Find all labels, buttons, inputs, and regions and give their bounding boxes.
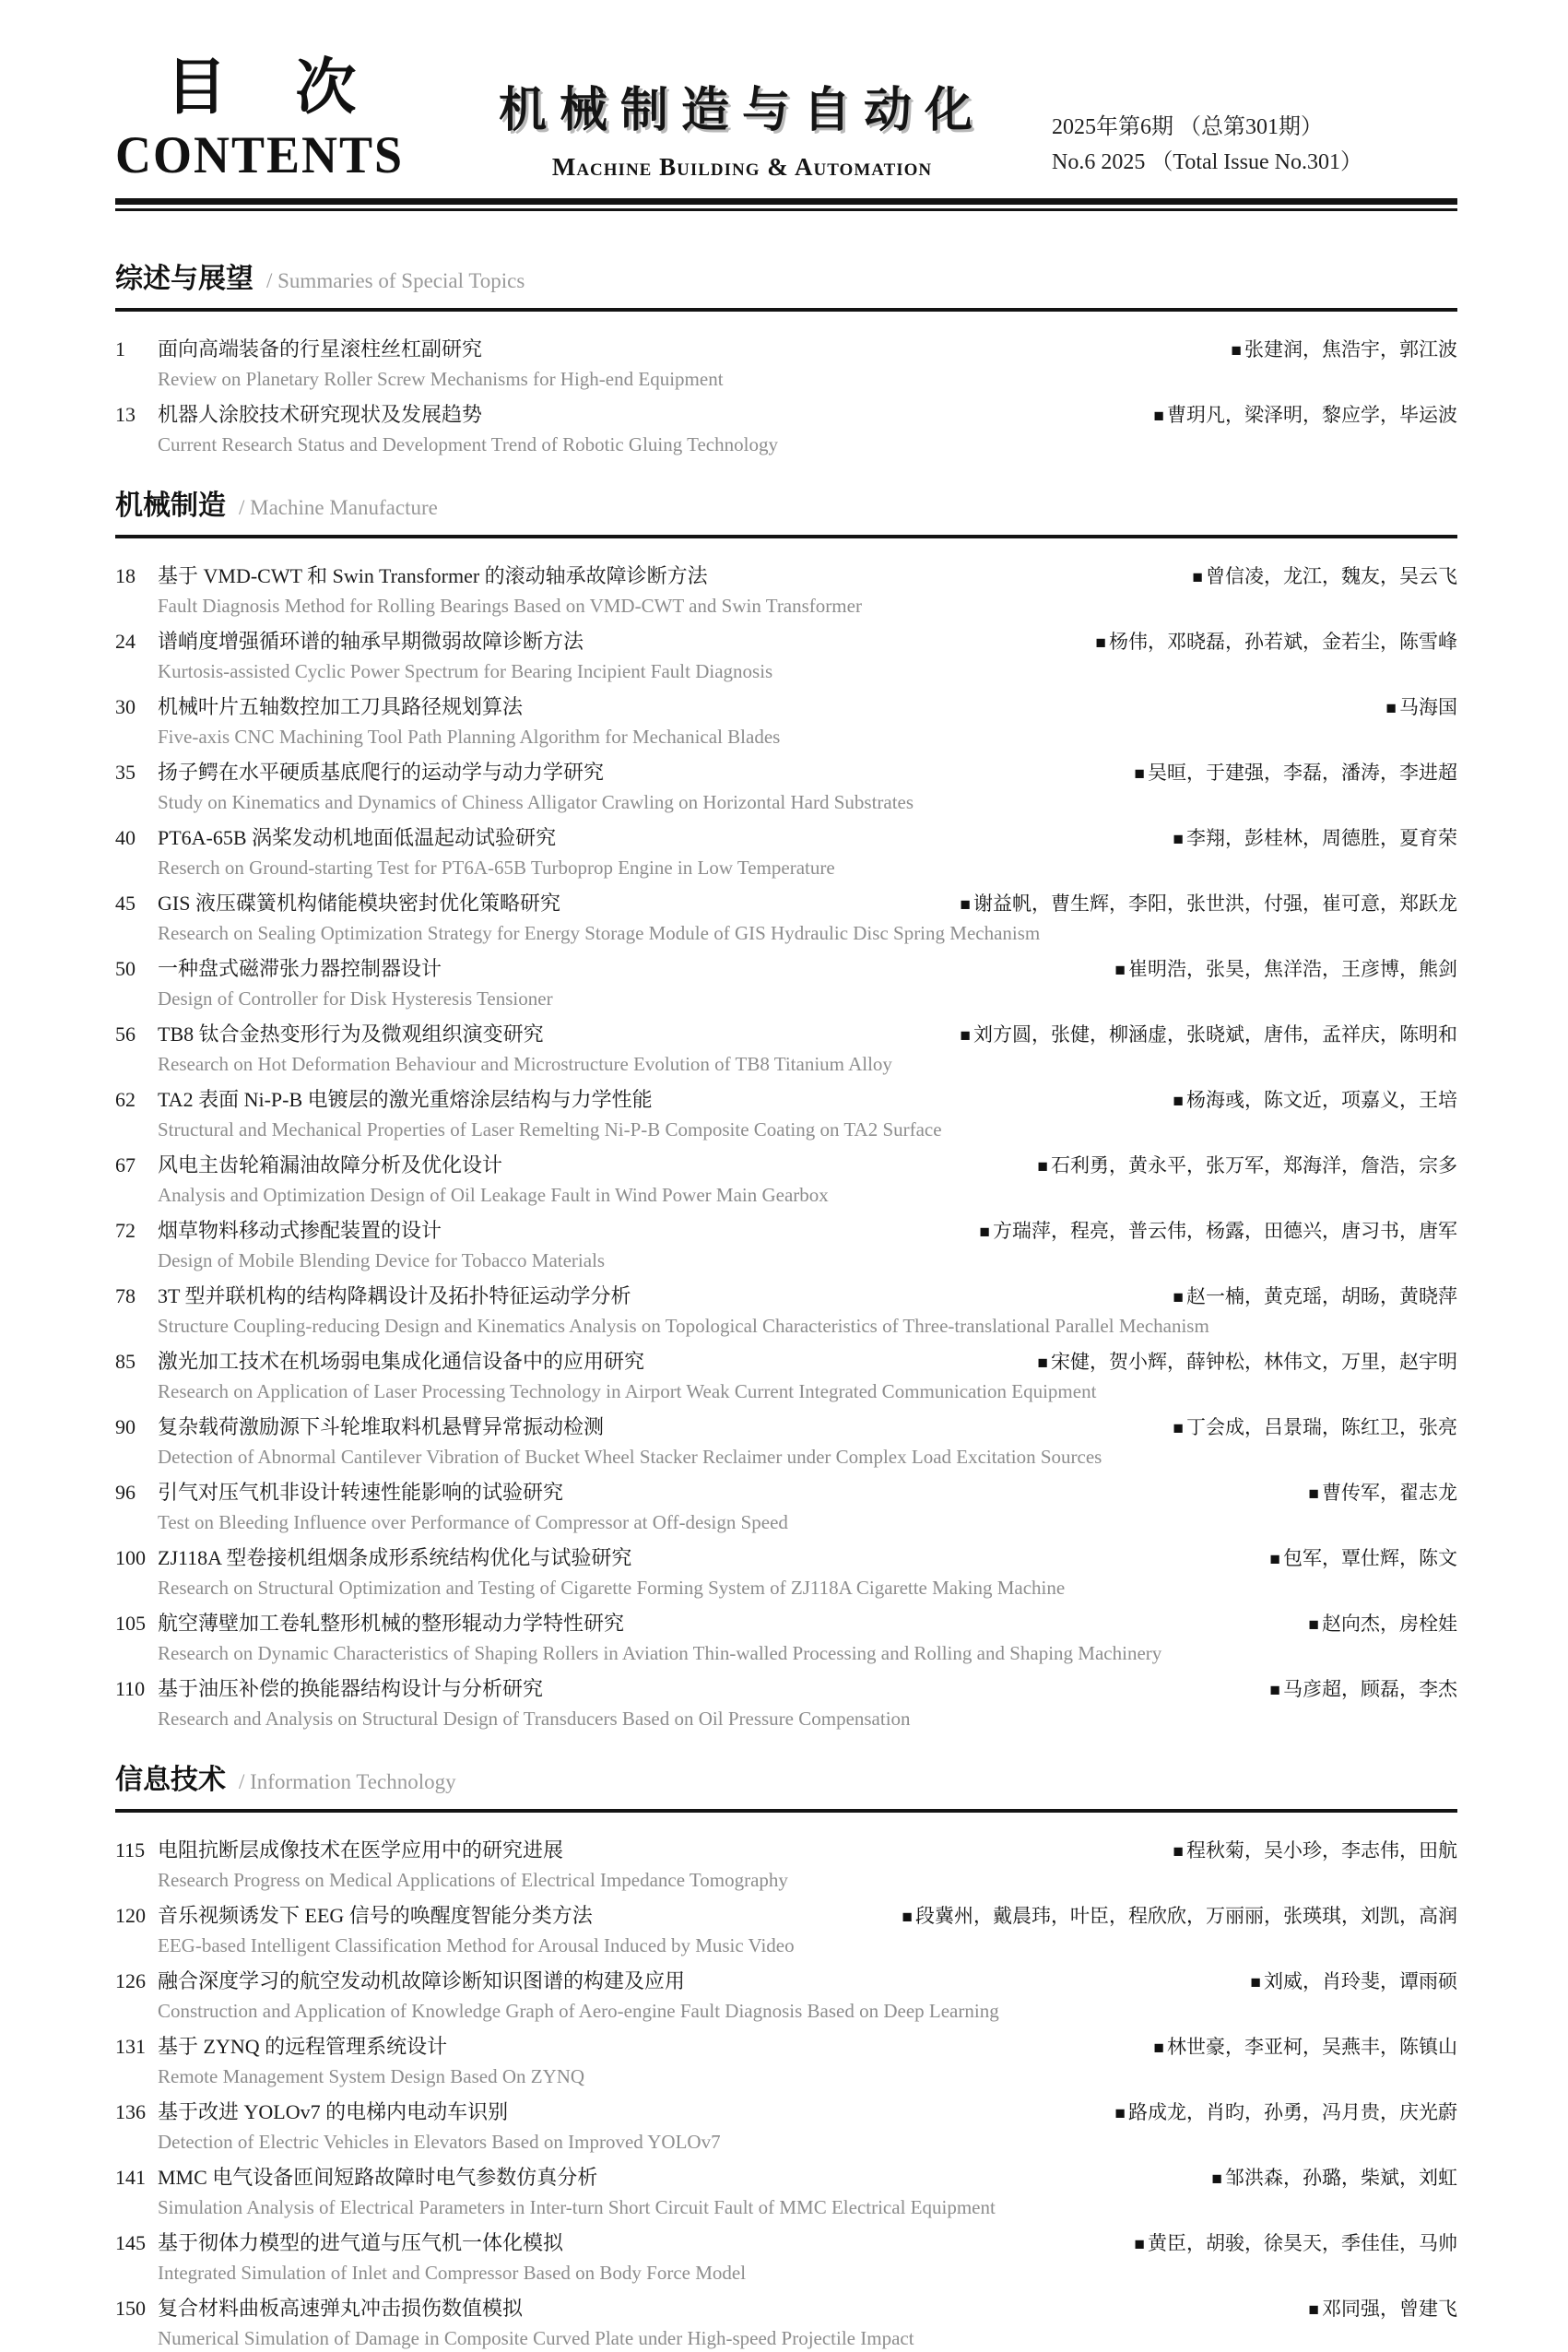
entry-title-english: EEG-based Intelligent Classification Method for Arousal Induced by Music Video	[158, 1933, 795, 1956]
entry-title-chinese: 引气对压气机非设计转速性能影响的试验研究	[158, 1480, 564, 1504]
entry-title-chinese: ZJ118A 型卷接机组烟条成形系统结构优化与试验研究	[158, 1545, 632, 1569]
toc-entry-main-line	[115, 2295, 1457, 2324]
toc-title-chinese: 目 次	[166, 53, 383, 121]
page-header	[115, 53, 1457, 183]
entry-author-names: 程秋菊，吴小珍，李志伟，田航	[1186, 1838, 1457, 1862]
entry-title-english: Analysis and Optimization Design of Oil Leakage Fault in Wind Power Main Gearbox	[158, 1183, 829, 1206]
toc-entry	[115, 890, 1457, 947]
author-bullet-icon: ■	[1134, 2234, 1145, 2254]
entry-title-chinese: 谱峭度增强循环谱的轴承早期微弱故障诊断方法	[158, 629, 584, 653]
entry-author-names: 方瑞萍，程亮，普云伟，杨露，田德兴，唐习书，唐军	[993, 1219, 1457, 1242]
toc-entry	[115, 1544, 1457, 1601]
entry-author-names: 谢益帆，曹生辉，李阳，张世洪，付强，崔可意，郑跃龙	[973, 892, 1457, 915]
toc-entry-main-line	[115, 1282, 1457, 1312]
entry-title-chinese: 音乐视频诱发下 EEG 信号的唤醒度智能分类方法	[158, 1903, 593, 1927]
entry-author-names: 赵向杰，房栓娃	[1322, 1612, 1457, 1635]
toc-body	[115, 263, 1457, 2352]
entry-page-number: 24	[115, 629, 136, 653]
entry-title-chinese: 基于彻体力模型的进气道与压气机一体化模拟	[158, 2230, 564, 2254]
entry-author-names: 曾信凌，龙江，魏友，吴云飞	[1206, 564, 1457, 587]
toc-entry-main-line	[115, 824, 1457, 854]
section-title-chinese: 综述与展望	[115, 263, 253, 294]
entry-page-number: 110	[115, 1676, 146, 1700]
author-bullet-icon: ■	[979, 1222, 990, 1242]
entry-author-names: 刘威，肖玲斐，谭雨硕	[1264, 1969, 1457, 1992]
toc-entry	[115, 1152, 1457, 1209]
section-entries	[115, 562, 1457, 1732]
header-divider-rule	[115, 198, 1457, 211]
toc-entry-main-line	[115, 1902, 1457, 1932]
entry-title-chinese: 复杂载荷激励源下斗轮堆取料机悬臂异常振动检测	[158, 1414, 605, 1438]
toc-title-english: CONTENTS	[115, 125, 405, 184]
entry-title-english: Design of Mobile Blending Device for Tobacco Materials	[158, 1248, 606, 1271]
toc-entry	[115, 1479, 1457, 1536]
entry-author-names: 曹玥凡，梁泽明，黎应学，毕运波	[1167, 403, 1457, 426]
entry-title-chinese: 扬子鳄在水平硬质基底爬行的运动学与动力学研究	[158, 760, 605, 784]
entry-page-number: 56	[115, 1022, 136, 1046]
entry-title-english: Simulation Analysis of Electrical Parameters in Inter-turn Short Circuit Fault of MMC Electrical Equipment	[158, 2195, 996, 2218]
issue-info-english: No.6 2025 （Total Issue No.301）	[1052, 149, 1362, 174]
section-title-chinese: 机械制造	[115, 490, 226, 521]
toc-entry-main-line	[115, 2229, 1457, 2259]
entry-author-names: 包军，覃仕辉，陈文	[1283, 1546, 1457, 1569]
entry-authors	[1132, 2033, 1457, 2062]
entry-page-number: 150	[115, 2296, 146, 2320]
entry-title-english: Test on Bleeding Influence over Performance of Compressor at Off-design Speed	[158, 1510, 788, 1533]
entry-authors	[1113, 2229, 1457, 2259]
section-title-chinese: 信息技术	[115, 1764, 226, 1795]
entry-title-chinese: 一种盘式磁滞张力器控制器设计	[158, 956, 442, 980]
toc-entry-main-line	[115, 401, 1457, 431]
entry-authors	[1287, 1610, 1457, 1639]
author-bullet-icon: ■	[1153, 2038, 1164, 2058]
toc-entry-main-line	[115, 336, 1457, 365]
entry-title-chinese: 基于 ZYNQ 的远程管理系统设计	[158, 2034, 448, 2058]
entry-author-names: 邓同强，曾建飞	[1322, 2297, 1457, 2320]
toc-entry	[115, 2164, 1457, 2221]
toc-entry-main-line	[115, 1837, 1457, 1866]
entry-page-number: 35	[115, 760, 136, 784]
journal-title-block	[484, 82, 1000, 183]
entry-title-english: Current Research Status and Development Trend of Robotic Gluing Technology	[158, 432, 778, 455]
toc-entry-main-line	[115, 1413, 1457, 1443]
entry-title-english: Construction and Application of Knowledge Graph of Aero-engine Fault Diagnosis Based on Deep Learning	[158, 1999, 999, 2022]
entry-authors	[1151, 824, 1457, 854]
toc-entry-main-line	[115, 1968, 1457, 1997]
entry-title-chinese: 面向高端装备的行星滚柱丝杠副研究	[158, 337, 483, 360]
author-bullet-icon: ■	[1037, 1156, 1048, 1176]
section-heading	[115, 263, 1457, 301]
toc-entry-main-line	[115, 628, 1457, 657]
toc-entry	[115, 1413, 1457, 1471]
toc-entry	[115, 1610, 1457, 1667]
section-title-english: / Machine Manufacture	[239, 495, 438, 519]
entry-authors	[1151, 1282, 1457, 1312]
entry-title-chinese: 激光加工技术在机场弱电集成化通信设备中的应用研究	[158, 1349, 645, 1373]
section-title-english: / Summaries of Special Topics	[266, 268, 525, 292]
entry-author-names: 赵一楠，黄克瑶，胡旸，黄晓萍	[1186, 1284, 1457, 1307]
author-bullet-icon: ■	[1308, 1483, 1319, 1504]
author-bullet-icon: ■	[1385, 698, 1397, 718]
entry-page-number: 62	[115, 1087, 136, 1111]
entry-title-chinese: PT6A-65B 涡桨发动机地面低温起动试验研究	[158, 825, 557, 849]
entry-authors	[938, 1021, 1457, 1050]
entry-title-english: Research on Sealing Optimization Strategy for Energy Storage Module of GIS Hydraulic Disc Spring Mechanism	[158, 921, 1041, 944]
entry-authors	[1113, 759, 1457, 788]
toc-entry-main-line	[115, 1152, 1457, 1181]
section-title-english: / Information Technology	[239, 1769, 456, 1793]
entry-title-chinese: 机器人涂胶技术研究现状及发展趋势	[158, 402, 483, 426]
toc-entry	[115, 2098, 1457, 2156]
toc-section	[115, 263, 1457, 458]
entry-title-english: Fault Diagnosis Method for Rolling Bearings Based on VMD-CWT and Swin Transformer	[158, 594, 862, 617]
author-bullet-icon: ■	[1153, 406, 1164, 426]
toc-entry	[115, 1021, 1457, 1078]
author-bullet-icon: ■	[1211, 2169, 1222, 2189]
entry-authors	[1171, 562, 1457, 592]
entry-page-number: 145	[115, 2230, 146, 2254]
entry-page-number: 67	[115, 1152, 136, 1176]
entry-authors	[1016, 1152, 1457, 1181]
toc-entry	[115, 2033, 1457, 2090]
entry-title-english: Kurtosis-assisted Cyclic Power Spectrum for Bearing Incipient Fault Diagnosis	[158, 659, 773, 682]
entry-author-names: 杨伟，邓晓磊，孙若斌，金若尘，陈雪峰	[1109, 630, 1457, 653]
toc-entry	[115, 1282, 1457, 1340]
toc-title-block	[115, 53, 484, 183]
entry-page-number: 126	[115, 1968, 146, 1992]
entry-page-number: 90	[115, 1414, 136, 1438]
entry-title-chinese: 基于油压补偿的换能器结构设计与分析研究	[158, 1676, 544, 1700]
author-bullet-icon: ■	[1308, 2299, 1319, 2320]
entry-title-chinese: 基于 VMD-CWT 和 Swin Transformer 的滚动轴承故障诊断方法	[158, 563, 708, 587]
entry-title-chinese: 机械叶片五轴数控加工刀具路径规划算法	[158, 694, 524, 718]
entry-page-number: 100	[115, 1545, 146, 1569]
entry-page-number: 96	[115, 1480, 136, 1504]
entry-page-number: 131	[115, 2034, 146, 2058]
toc-entry	[115, 1837, 1457, 1894]
entry-title-english: Detection of Abnormal Cantilever Vibration of Bucket Wheel Stacker Reclaimer under Complex Load Excitation Sources	[158, 1445, 1102, 1468]
author-bullet-icon: ■	[1231, 340, 1242, 360]
toc-entry-main-line	[115, 1217, 1457, 1247]
entry-authors	[1287, 1479, 1457, 1508]
toc-entry	[115, 336, 1457, 393]
toc-entry	[115, 955, 1457, 1012]
toc-entry-main-line	[115, 1021, 1457, 1050]
entry-page-number: 141	[115, 2165, 146, 2189]
author-bullet-icon: ■	[1173, 1287, 1184, 1307]
entry-authors	[1151, 1413, 1457, 1443]
entry-title-chinese: GIS 液压碟簧机构储能模块密封优化策略研究	[158, 891, 560, 915]
toc-entry	[115, 1217, 1457, 1274]
entry-title-chinese: 航空薄壁加工卷轧整形机械的整形辊动力学特性研究	[158, 1611, 625, 1635]
entry-page-number: 45	[115, 891, 136, 915]
toc-entry	[115, 824, 1457, 881]
entry-authors	[1248, 1675, 1457, 1705]
entry-title-chinese: 融合深度学习的航空发动机故障诊断知识图谱的构建及应用	[158, 1968, 686, 1992]
entry-title-english: Study on Kinematics and Dynamics of Chiness Alligator Crawling on Horizontal Hard Substrates	[158, 790, 914, 813]
author-bullet-icon: ■	[1173, 1091, 1184, 1111]
entry-author-names: 石利勇，黄永平，张万军，郑海洋，詹浩，宗多	[1051, 1153, 1457, 1176]
entry-title-english: Research on Hot Deformation Behaviour and Microstructure Evolution of TB8 Titanium Alloy	[158, 1052, 892, 1075]
entry-author-names: 张建润，焦浩宇，郭江波	[1244, 337, 1457, 360]
author-bullet-icon: ■	[1114, 2103, 1126, 2123]
toc-entry-main-line	[115, 759, 1457, 788]
entry-page-number: 30	[115, 694, 136, 718]
toc-entry	[115, 628, 1457, 685]
entry-author-names: 丁会成，吕景瑞，陈红卫，张亮	[1186, 1415, 1457, 1438]
entry-authors	[1132, 401, 1457, 431]
section-heading	[115, 1764, 1457, 1802]
entry-title-english: Reserch on Ground-starting Test for PT6A-65B Turboprop Engine in Low Temperature	[158, 856, 835, 879]
section-divider-rule	[115, 308, 1457, 312]
author-bullet-icon: ■	[1192, 567, 1203, 587]
entry-page-number: 72	[115, 1218, 136, 1242]
toc-entry-main-line	[115, 693, 1457, 723]
toc-entry	[115, 1348, 1457, 1405]
entry-page-number: 136	[115, 2099, 146, 2123]
section-entries	[115, 336, 1457, 458]
entry-title-chinese: TA2 表面 Ni-P-B 电镀层的激光重熔涂层结构与力学性能	[158, 1087, 653, 1111]
toc-entry-main-line	[115, 1610, 1457, 1639]
toc-section	[115, 1764, 1457, 2352]
entry-page-number: 78	[115, 1283, 136, 1307]
entry-title-chinese: 复合材料曲板高速弹丸冲击损伤数值模拟	[158, 2296, 524, 2320]
section-heading	[115, 490, 1457, 527]
author-bullet-icon: ■	[1308, 1614, 1319, 1635]
author-bullet-icon: ■	[1134, 763, 1145, 784]
entry-page-number: 1	[115, 337, 125, 360]
entry-authors	[1151, 1086, 1457, 1116]
entry-title-chinese: 基于改进 YOLOv7 的电梯内电动车识别	[158, 2099, 509, 2123]
entry-title-english: Remote Management System Design Based On ZYNQ	[158, 2064, 585, 2087]
entry-page-number: 40	[115, 825, 136, 849]
toc-entry-main-line	[115, 2164, 1457, 2193]
entry-title-english: Five-axis CNC Machining Tool Path Planning Algorithm for Mechanical Blades	[158, 725, 781, 748]
entry-author-names: 邹洪森，孙璐，柴斌，刘虹	[1225, 2166, 1457, 2189]
entry-page-number: 13	[115, 402, 136, 426]
toc-entry	[115, 1968, 1457, 2025]
entry-authors	[1364, 693, 1457, 723]
author-bullet-icon: ■	[1095, 632, 1106, 653]
toc-entry	[115, 401, 1457, 458]
entry-title-english: Structure Coupling-reducing Design and Kinematics Analysis on Topological Characteristics of Three-translational Parallel Mechanism	[158, 1314, 1209, 1337]
entry-title-english: Detection of Electric Vehicles in Elevators Based on Improved YOLOv7	[158, 2130, 721, 2153]
entry-page-number: 85	[115, 1349, 136, 1373]
author-bullet-icon: ■	[1173, 829, 1184, 849]
section-divider-rule	[115, 535, 1457, 538]
toc-entry	[115, 1902, 1457, 1959]
entry-author-names: 林世豪，李亚柯，吴燕丰，陈镇山	[1167, 2035, 1457, 2058]
entry-title-chinese: 烟草物料移动式掺配装置的设计	[158, 1218, 442, 1242]
entry-authors	[938, 890, 1457, 919]
entry-author-names: 马海国	[1399, 695, 1457, 718]
entry-authors	[1190, 2164, 1457, 2193]
author-bullet-icon: ■	[1037, 1353, 1048, 1373]
entry-title-english: Structural and Mechanical Properties of Laser Remelting Ni-P-B Composite Coating on TA2 Surface	[158, 1117, 942, 1141]
author-bullet-icon: ■	[1173, 1418, 1184, 1438]
author-bullet-icon: ■	[1173, 1841, 1184, 1862]
entry-author-names: 李翔，彭桂林，周德胜，夏育荣	[1186, 826, 1457, 849]
entry-author-names: 路成龙，肖昀，孙勇，冯月贵，庆光蔚	[1128, 2100, 1457, 2123]
entry-title-english: Research on Structural Optimization and Testing of Cigarette Forming System of ZJ118A Cigarette Making Machine	[158, 1576, 1066, 1599]
toc-entry-main-line	[115, 890, 1457, 919]
journal-title-chinese: 机械制造与自动化	[498, 84, 985, 138]
author-bullet-icon: ■	[960, 1025, 971, 1046]
entry-title-chinese: 电阻抗断层成像技术在医学应用中的研究进展	[158, 1838, 564, 1862]
entry-page-number: 18	[115, 563, 136, 587]
entry-page-number: 50	[115, 956, 136, 980]
entry-page-number: 115	[115, 1838, 146, 1862]
entry-authors	[1229, 1968, 1457, 1997]
entry-authors	[1093, 955, 1457, 985]
entry-title-english: Research on Dynamic Characteristics of Shaping Rollers in Aviation Thin-walled Processing and Rolling and Shaping Machinery	[158, 1641, 1162, 1664]
entry-authors	[1074, 628, 1457, 657]
issue-info-block	[1000, 110, 1457, 183]
entry-title-english: Research and Analysis on Structural Design of Transducers Based on Oil Pressure Compensation	[158, 1707, 911, 1730]
entry-authors	[1209, 336, 1457, 365]
entry-author-names: 崔明浩，张昊，焦洋浩，王彦博，熊剑	[1128, 957, 1457, 980]
entry-author-names: 刘方圆，张健，柳涵虚，张晓斌，唐伟，孟祥庆，陈明和	[973, 1022, 1457, 1046]
toc-entry	[115, 1086, 1457, 1143]
toc-entry-main-line	[115, 1479, 1457, 1508]
entry-author-names: 宋健，贺小辉，薛钟松，林伟文，万里，赵宇明	[1051, 1350, 1457, 1373]
issue-info-chinese: 2025年第6期 （总第301期）	[1052, 114, 1323, 139]
author-bullet-icon: ■	[1114, 960, 1126, 980]
section-entries	[115, 1837, 1457, 2352]
toc-entry-main-line	[115, 562, 1457, 592]
toc-entry-main-line	[115, 1544, 1457, 1574]
toc-entry-main-line	[115, 2033, 1457, 2062]
author-bullet-icon: ■	[1269, 1680, 1280, 1700]
entry-page-number: 105	[115, 1611, 146, 1635]
entry-author-names: 曹传军，翟志龙	[1322, 1481, 1457, 1504]
journal-title-english: Machine Building & Automation	[551, 152, 933, 181]
entry-title-english: Research on Application of Laser Processing Technology in Airport Weak Current Integrated Communication Equipment	[158, 1379, 1097, 1402]
section-divider-rule	[115, 1809, 1457, 1813]
toc-section	[115, 490, 1457, 1732]
entry-author-names: 吴晅，于建强，李磊，潘涛，李进超	[1148, 761, 1457, 784]
entry-author-names: 黄臣，胡骏，徐昊天，季佳佳，马帅	[1148, 2231, 1457, 2254]
entry-title-english: Review on Planetary Roller Screw Mechanisms for High-end Equipment	[158, 367, 724, 390]
toc-entry	[115, 693, 1457, 751]
toc-entry	[115, 2229, 1457, 2287]
toc-entry-main-line	[115, 1675, 1457, 1705]
entry-authors	[1287, 2295, 1457, 2324]
toc-entry	[115, 759, 1457, 816]
toc-entry-main-line	[115, 1348, 1457, 1377]
entry-author-names: 段冀州，戴晨玮，叶臣，程欣欣，万丽丽，张瑛琪，刘凯，高润	[915, 1904, 1457, 1927]
entry-authors	[1248, 1544, 1457, 1574]
author-bullet-icon: ■	[902, 1907, 913, 1927]
toc-entry-main-line	[115, 1086, 1457, 1116]
entry-title-chinese: 3T 型并联机构的结构降耦设计及拓扑特征运动学分析	[158, 1283, 631, 1307]
entry-page-number: 120	[115, 1903, 146, 1927]
toc-entry-main-line	[115, 955, 1457, 985]
toc-entry	[115, 1675, 1457, 1732]
entry-authors	[1151, 1837, 1457, 1866]
entry-authors	[1016, 1348, 1457, 1377]
toc-entry	[115, 562, 1457, 620]
entry-title-chinese: 风电主齿轮箱漏油故障分析及优化设计	[158, 1152, 503, 1176]
entry-title-chinese: MMC 电气设备匝间短路故障时电气参数仿真分析	[158, 2165, 598, 2189]
entry-title-chinese: TB8 钛合金热变形行为及微观组织演变研究	[158, 1022, 544, 1046]
entry-author-names: 马彦超，顾磊，李杰	[1283, 1677, 1457, 1700]
author-bullet-icon: ■	[960, 894, 971, 915]
entry-author-names: 杨海彧，陈文近，项嘉义，王培	[1186, 1088, 1457, 1111]
entry-authors	[958, 1217, 1457, 1247]
author-bullet-icon: ■	[1269, 1549, 1280, 1569]
entry-title-english: Research Progress on Medical Applications of Electrical Impedance Tomography	[158, 1868, 788, 1891]
entry-title-english: Integrated Simulation of Inlet and Compressor Based on Body Force Model	[158, 2261, 747, 2284]
entry-title-english: Numerical Simulation of Damage in Composite Curved Plate under High-speed Projectile Impact	[158, 2326, 914, 2349]
entry-authors	[880, 1902, 1457, 1932]
author-bullet-icon: ■	[1250, 1972, 1261, 1992]
toc-entry	[115, 2295, 1457, 2352]
entry-title-english: Design of Controller for Disk Hysteresis Tensioner	[158, 987, 553, 1010]
